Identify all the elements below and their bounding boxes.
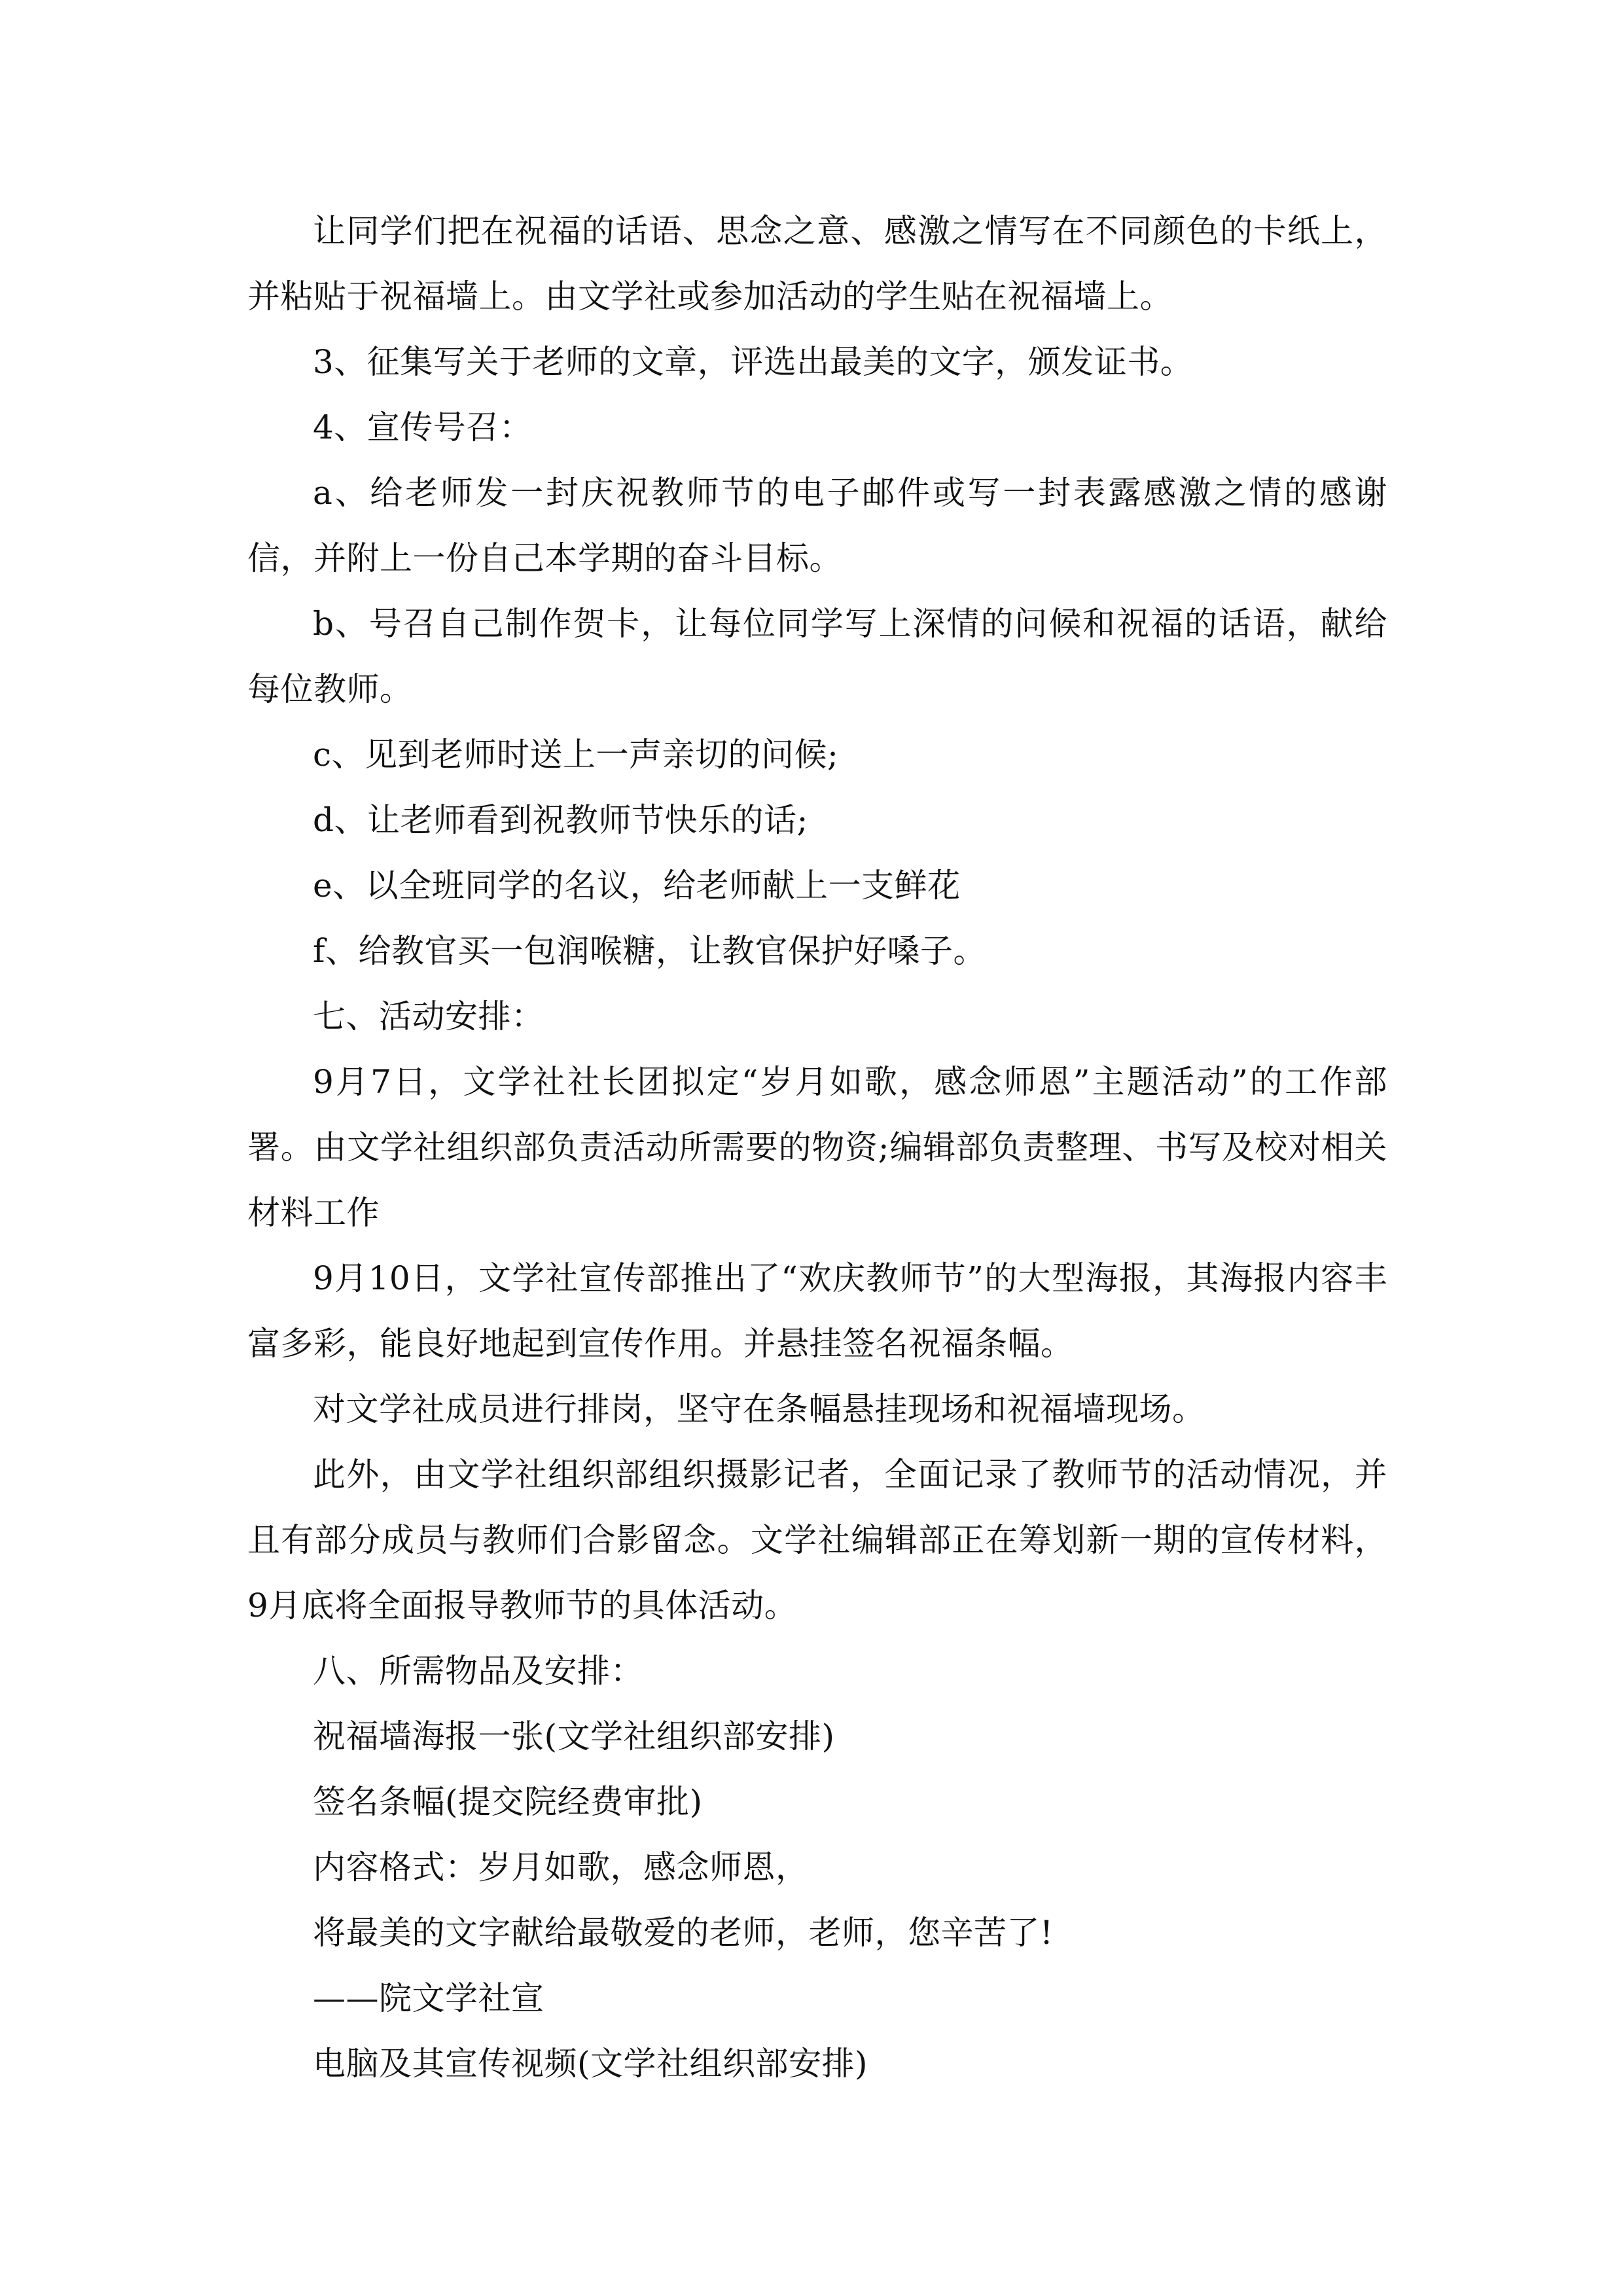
paragraph-item-f: f、给教官买一包润喉糖，让教官保护好嗓子。 xyxy=(313,932,987,970)
paragraph-item-a: a、给老师发一封庆祝教师节的电子邮件或写一封表露感激之情的感谢信，并附上一份自己本学期的奋斗目标。 xyxy=(247,474,1387,577)
paragraph-poster: 祝福墙海报一张(文学社组织部安排) xyxy=(313,1717,835,1755)
paragraph-item-c: c、见到老师时送上一声亲切的问候; xyxy=(313,736,839,774)
paragraph-content-format: 内容格式：岁月如歌，感念师恩， xyxy=(313,1848,809,1886)
paragraph-photography: 此外，由文学社组织部组织摄影记者，全面记录了教师节的活动情况，并且有部分成员与教师们合影留念。文学社编辑部正在筹划新一期的宣传材料，9月底将全面报导教师节的具体活动。 xyxy=(247,1456,1387,1624)
paragraph-computer-video: 电脑及其宣传视频(文学社组织部安排) xyxy=(313,2045,868,2083)
paragraph-item-d: d、让老师看到祝教师节快乐的话; xyxy=(313,801,808,839)
paragraph-publicity-heading: 4、宣传号召： xyxy=(313,408,533,446)
paragraph-item-e: e、以全班同学的名议，给老师献上一支鲜花 xyxy=(313,867,961,905)
section-heading-schedule: 七、活动安排： xyxy=(313,997,544,1035)
section-heading-materials: 八、所需物品及安排： xyxy=(313,1652,643,1690)
paragraph-banner: 签名条幅(提交院经费审批) xyxy=(313,1783,703,1821)
paragraph-staffing: 对文学社成员进行排岗，坚守在条幅悬挂现场和祝福墙现场。 xyxy=(313,1390,1205,1428)
paragraph-sept-10: 9月10日，文学社宣传部推出了“欢庆教师节”的大型海报，其海报内容丰富多彩，能良好地起到宣传作用。并悬挂签名祝福条幅。 xyxy=(247,1259,1387,1363)
paragraph-dedication: 将最美的文字献给最敬爱的老师，老师，您辛苦了! xyxy=(313,1914,1054,1952)
paragraph-signature: ——院文学社宣 xyxy=(313,1979,544,2017)
paragraph-item-b: b、号召自己制作贺卡，让每位同学写上深情的问候和祝福的话语，献给每位教师。 xyxy=(247,605,1387,708)
paragraph-sept-7: 9月7日，文学社社长团拟定“岁月如歌，感念师恩”主题活动”的工作部署。由文学社组织部负责活动所需要的物资;编辑部负责整理、书写及校对相关材料工作 xyxy=(247,1063,1387,1232)
document-body xyxy=(247,198,1387,2096)
paragraph-essay-contest: 3、征集写关于老师的文章，评选出最美的文字，颁发证书。 xyxy=(313,343,1194,381)
paragraph-blessing-cards: 让同学们把在祝福的话语、思念之意、感激之情写在不同颜色的卡纸上，并粘贴于祝福墙上。由文学社或参加活动的学生贴在祝福墙上。 xyxy=(247,212,1387,315)
